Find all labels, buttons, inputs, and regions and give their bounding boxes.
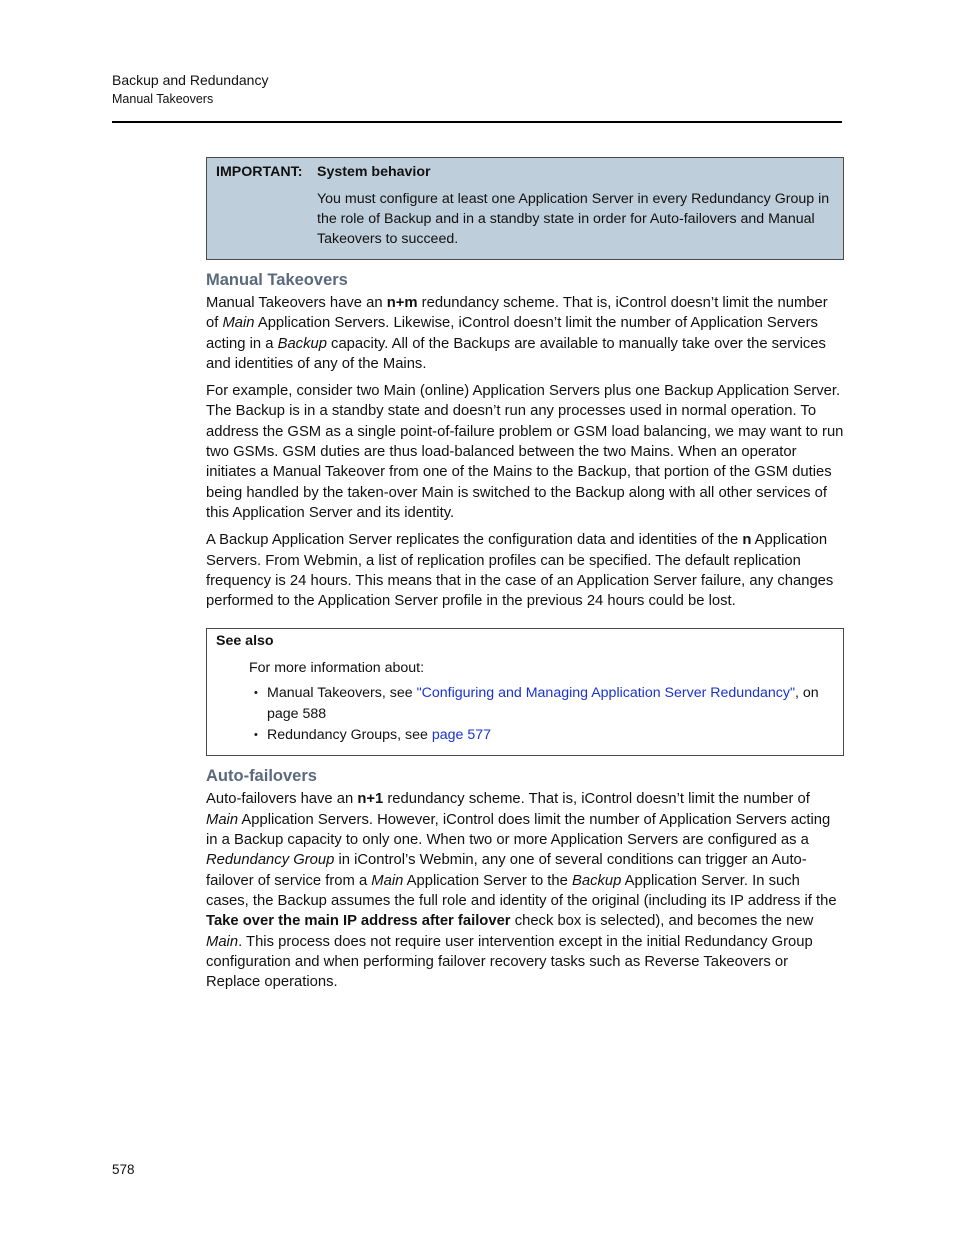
italic-run: Redundancy Group: [206, 852, 335, 869]
text-run: Application Server. In such cases, the Backup assumes the full role and identity of the original (including its IP address if the: [206, 872, 837, 909]
italic-run: Backup: [572, 872, 622, 889]
text-run: to the Backup, that portion of the GSM duties being handled by the taken-over Main is switched to the Backup along with all other services of this Application Server and its identity.: [206, 464, 832, 521]
bold-run: n+m: [386, 295, 418, 311]
text-run: , on page 588: [267, 685, 819, 723]
important-heading: [216, 162, 831, 182]
text-run: redundancy scheme. That is, iControl doesn’t limit the number of: [383, 791, 810, 808]
text-run: are available to manually take over the services and identities of any of the Mains.: [206, 335, 826, 372]
important-text: You must configure at least one Application Server in every Redundancy Group in the role of Backup and in a standby state in order for Auto-failovers and Manual Takeovers to succeed.: [317, 191, 830, 247]
running-header: [112, 71, 268, 108]
text-run: For example, consider two Main (online) Application Servers plus one Backup Application Server. The Backup is in a standby state and doesn’t run any processes used in normal operation. To address the GSM as a single point-of-failure problem or GSM load balancing, we may want to run two GSMs. GSM duties are thus load-balanced between the two Mains. When an operator initiates a Manual Takeover from one of the Main: [206, 383, 844, 481]
important-title: System behavior: [317, 164, 431, 180]
manual-takeovers-paragraph-2: [206, 381, 844, 523]
header-chapter-title: Backup and Redundancy: [112, 72, 269, 88]
text-run: redundancy scheme. That is, iControl doesn’t limit the number of: [206, 295, 828, 332]
bold-run: n: [742, 532, 752, 549]
bold-run: Take over the main IP address after failover: [206, 913, 511, 930]
page-number: 578: [112, 1162, 135, 1177]
text-run: check box is selected), and becomes the new: [510, 913, 814, 930]
text-run: in iControl’s Webmin, any one of several conditions can trigger an Auto-failover of service from a: [206, 852, 807, 889]
text-run: A Backup Application Server replicates the configuration data and identities of the: [206, 532, 743, 549]
see-also-item-manual-takeovers: [257, 683, 834, 725]
italic-run: s: [524, 464, 533, 481]
text-run: Application Server to the: [403, 872, 572, 889]
see-also-box: [206, 628, 844, 756]
important-callout: [206, 157, 844, 260]
header-rule: [112, 121, 842, 123]
page-577-link[interactable]: page 577: [431, 727, 492, 744]
text-run: Redundancy Groups, see: [267, 727, 432, 744]
text-run: . This process does not require user intervention except in the initial Redundancy Group configuration and when performing failover recovery tasks such as Reverse Takeovers or Replace operations.: [206, 933, 813, 991]
italic-run: Main: [206, 933, 239, 950]
page-content: [206, 157, 844, 999]
text-run: Manual Takeovers have an: [206, 295, 387, 311]
italic-run: Main: [206, 811, 239, 828]
see-also-item-redundancy-groups: [257, 725, 834, 746]
italic-run: s: [502, 335, 511, 352]
manual-takeovers-paragraph-1: [206, 293, 844, 374]
text-run: Manual Takeovers, see: [267, 685, 417, 702]
text-run: Auto-failovers have an: [206, 791, 358, 808]
bold-run: n+1: [357, 791, 384, 808]
italic-run: Main: [222, 315, 255, 332]
italic-run: Backup: [277, 335, 327, 352]
see-also-list: [216, 683, 834, 746]
text-run: Application Servers. From Webmin, a list of replication profiles can be specified. The default replication frequency is 24 hours. This means that in the case of an Application Server failure, any changes performed to the Application Server profile in the previous 24 hours could be lost.: [206, 532, 834, 610]
italic-run: Main: [371, 872, 404, 889]
auto-failovers-paragraph-1: [206, 789, 844, 992]
configuring-redundancy-link[interactable]: "Configuring and Managing Application Server Redundancy": [416, 685, 795, 702]
see-also-intro: For more information about:: [249, 660, 425, 677]
manual-takeovers-heading: Manual Takeovers: [206, 271, 348, 289]
text-run: Application Servers. Likewise, iControl doesn’t limit the number of Application Servers acting in a: [206, 315, 818, 352]
see-also-title: See also: [216, 633, 274, 650]
auto-failovers-heading: Auto-failovers: [206, 767, 317, 786]
important-label: IMPORTANT:: [216, 164, 303, 180]
text-run: capacity. All of the Backup: [326, 335, 503, 352]
manual-takeovers-paragraph-3: [206, 530, 844, 611]
text-run: Application Servers. However, iControl does limit the number of Application Servers acting in a Backup capacity to only one. When two or more Application Servers are configured as a: [206, 811, 831, 849]
header-section-title: Manual Takeovers: [112, 92, 214, 106]
